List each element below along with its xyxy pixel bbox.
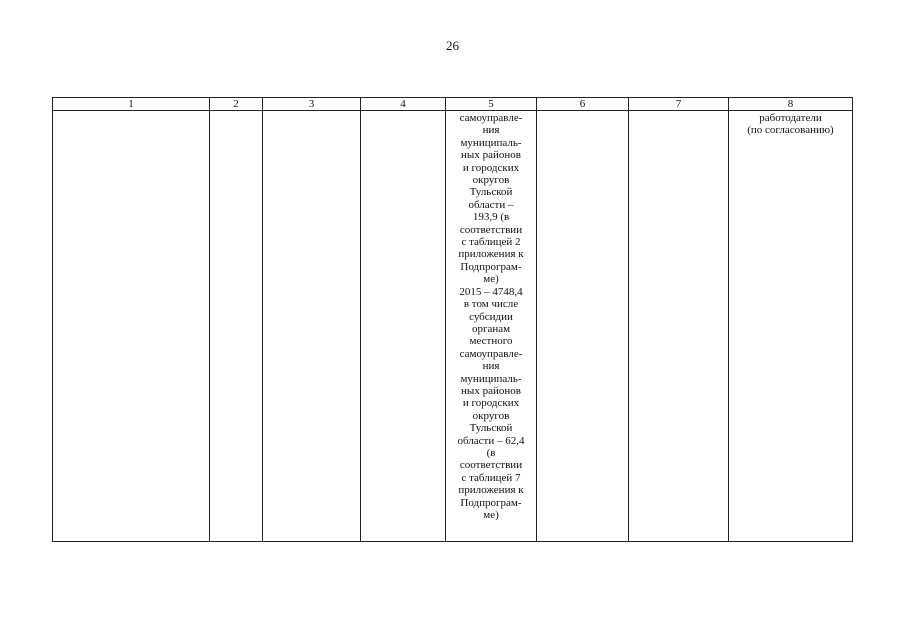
participants-text: работодатели (по согласованию) [747,112,834,137]
cell-col-7 [629,111,729,542]
column-header-2: 2 [210,98,263,111]
cell-col-2 [210,111,263,542]
table-row [53,111,853,542]
page-number: 26 [446,38,459,53]
cell-col-6 [537,111,629,542]
cell-col-4 [361,111,446,542]
data-table [52,97,853,542]
column-header-7: 7 [629,98,729,111]
header-row [53,98,853,111]
cell-col-8 [729,111,853,542]
column-header-8: 8 [729,98,853,111]
column-header-5: 5 [446,98,537,111]
cell-col-3 [263,111,361,542]
column-header-6: 6 [537,98,629,111]
column-header-1: 1 [53,98,210,111]
funding-description: самоуправле- ния муниципаль- ных районов и городских округов Тульской области – 193,9 (в соответствии с таблицей 2 приложения к Подпрограм- ме) 2015 – 4748,4 в том числе субсидии органам местного самоуправле- ния муниципаль- ных районов и городских округов Тульской области – 62,4 (в соответствии с таблицей 7 приложения к Подпрограм- ме) [457,112,525,521]
cell-col-1 [53,111,210,542]
cell-col-5 [446,111,537,542]
column-header-3: 3 [263,98,361,111]
column-header-4: 4 [361,98,446,111]
